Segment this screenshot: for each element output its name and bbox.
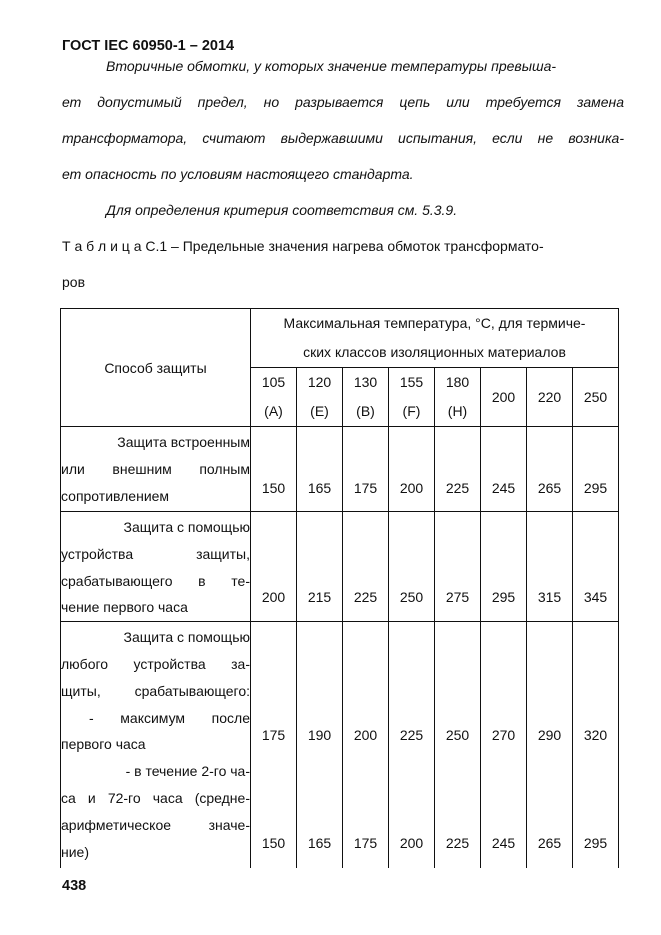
value-cell-average: 225 bbox=[445, 835, 470, 852]
header-method-label: Способ защиты bbox=[104, 359, 207, 376]
value-cell: 315 bbox=[537, 589, 562, 605]
value-cell: 345 bbox=[583, 589, 608, 605]
paragraph-line: Вторичные обмотки, у которых значение температуры превыша- bbox=[106, 58, 557, 74]
value-cell: 150 bbox=[261, 480, 286, 496]
paragraph-line: трансформатора, считают выдержавшими испытания, если не возника- bbox=[62, 130, 624, 146]
value-cell: 245 bbox=[491, 480, 516, 496]
value-cell: 265 bbox=[537, 480, 562, 496]
class-130: 130 (B) bbox=[343, 368, 389, 427]
value-cell: 215 bbox=[307, 589, 332, 605]
value-cell-average: 295 bbox=[583, 835, 608, 852]
row-desc-first-hour: Защита с помощью устройства защиты, срабатывающего в те- чение первого часа bbox=[61, 512, 251, 622]
table-caption-continued: ров bbox=[62, 274, 86, 290]
table-row bbox=[61, 427, 619, 512]
value-cell-max-after-first-hour: 270 bbox=[491, 727, 516, 744]
value-cell: 225 bbox=[353, 589, 378, 605]
value-cell-max-after-first-hour: 175 bbox=[261, 727, 286, 744]
table-caption: Т а б л и ц а С.1 – Предельные значения нагрева обмоток трансформато- bbox=[62, 238, 544, 254]
value-cell: 295 bbox=[491, 589, 516, 605]
value-cell-max-after-first-hour: 200 bbox=[353, 727, 378, 744]
value-cell: 165 bbox=[307, 480, 332, 496]
value-cell: 200 bbox=[261, 589, 286, 605]
header-max-temperature bbox=[251, 309, 619, 368]
value-cell: 225 bbox=[445, 480, 470, 496]
value-cell: 275 bbox=[445, 589, 470, 605]
class-250: 250 bbox=[573, 368, 619, 427]
limits-table bbox=[60, 308, 619, 868]
table-row bbox=[61, 622, 619, 869]
value-cell: 295 bbox=[583, 480, 608, 496]
page-number: 438 bbox=[62, 878, 87, 894]
value-cell: 250 bbox=[399, 589, 424, 605]
value-cell-average: 245 bbox=[491, 835, 516, 852]
value-cell-max-after-first-hour: 320 bbox=[583, 727, 608, 744]
paragraph-criteria: Для определения критерия соответствия см. 5.3.9. bbox=[106, 202, 458, 218]
header-span-line: ских классов изоляционных материалов bbox=[303, 344, 566, 360]
row-desc-impedance: Защита встроенным или внешним полным сопротивлением bbox=[61, 427, 251, 512]
paragraph-line: ет опасность по условиям настоящего стандарта. bbox=[62, 166, 414, 182]
class-180: 180 (H) bbox=[435, 368, 481, 427]
row-desc-any-device: Защита с помощью любого устройства за- щиты, срабатывающего: - максимум после первого часа - в течение 2-го ча- са и 72-го часа (средне- арифметическое значе- ние) bbox=[61, 622, 251, 869]
document-header: ГОСТ IEC 60950-1 – 2014 bbox=[62, 38, 235, 54]
value-cell: 175 bbox=[353, 480, 378, 496]
paragraph-line: ет допустимый предел, но разрывается цепь или требуется замена bbox=[62, 94, 624, 110]
value-cell: 200 bbox=[399, 480, 424, 496]
value-cell-average: 150 bbox=[261, 835, 286, 852]
class-155: 155 (F) bbox=[389, 368, 435, 427]
header-method bbox=[61, 309, 251, 427]
value-cell-average: 165 bbox=[307, 835, 332, 852]
class-105: 105 (A) bbox=[251, 368, 297, 427]
value-cell-max-after-first-hour: 290 bbox=[537, 727, 562, 744]
class-120: 120 (E) bbox=[297, 368, 343, 427]
class-200: 200 bbox=[481, 368, 527, 427]
value-cell-max-after-first-hour: 250 bbox=[445, 727, 470, 744]
value-cell-average: 200 bbox=[399, 835, 424, 852]
value-cell-max-after-first-hour: 190 bbox=[307, 727, 332, 744]
header-span-line: Максимальная температура, °С, для термиче- bbox=[283, 315, 586, 331]
table-row bbox=[61, 512, 619, 622]
value-cell-average: 265 bbox=[537, 835, 562, 852]
value-cell-max-after-first-hour: 225 bbox=[399, 727, 424, 744]
value-cell-average: 175 bbox=[353, 835, 378, 852]
class-220: 220 bbox=[527, 368, 573, 427]
